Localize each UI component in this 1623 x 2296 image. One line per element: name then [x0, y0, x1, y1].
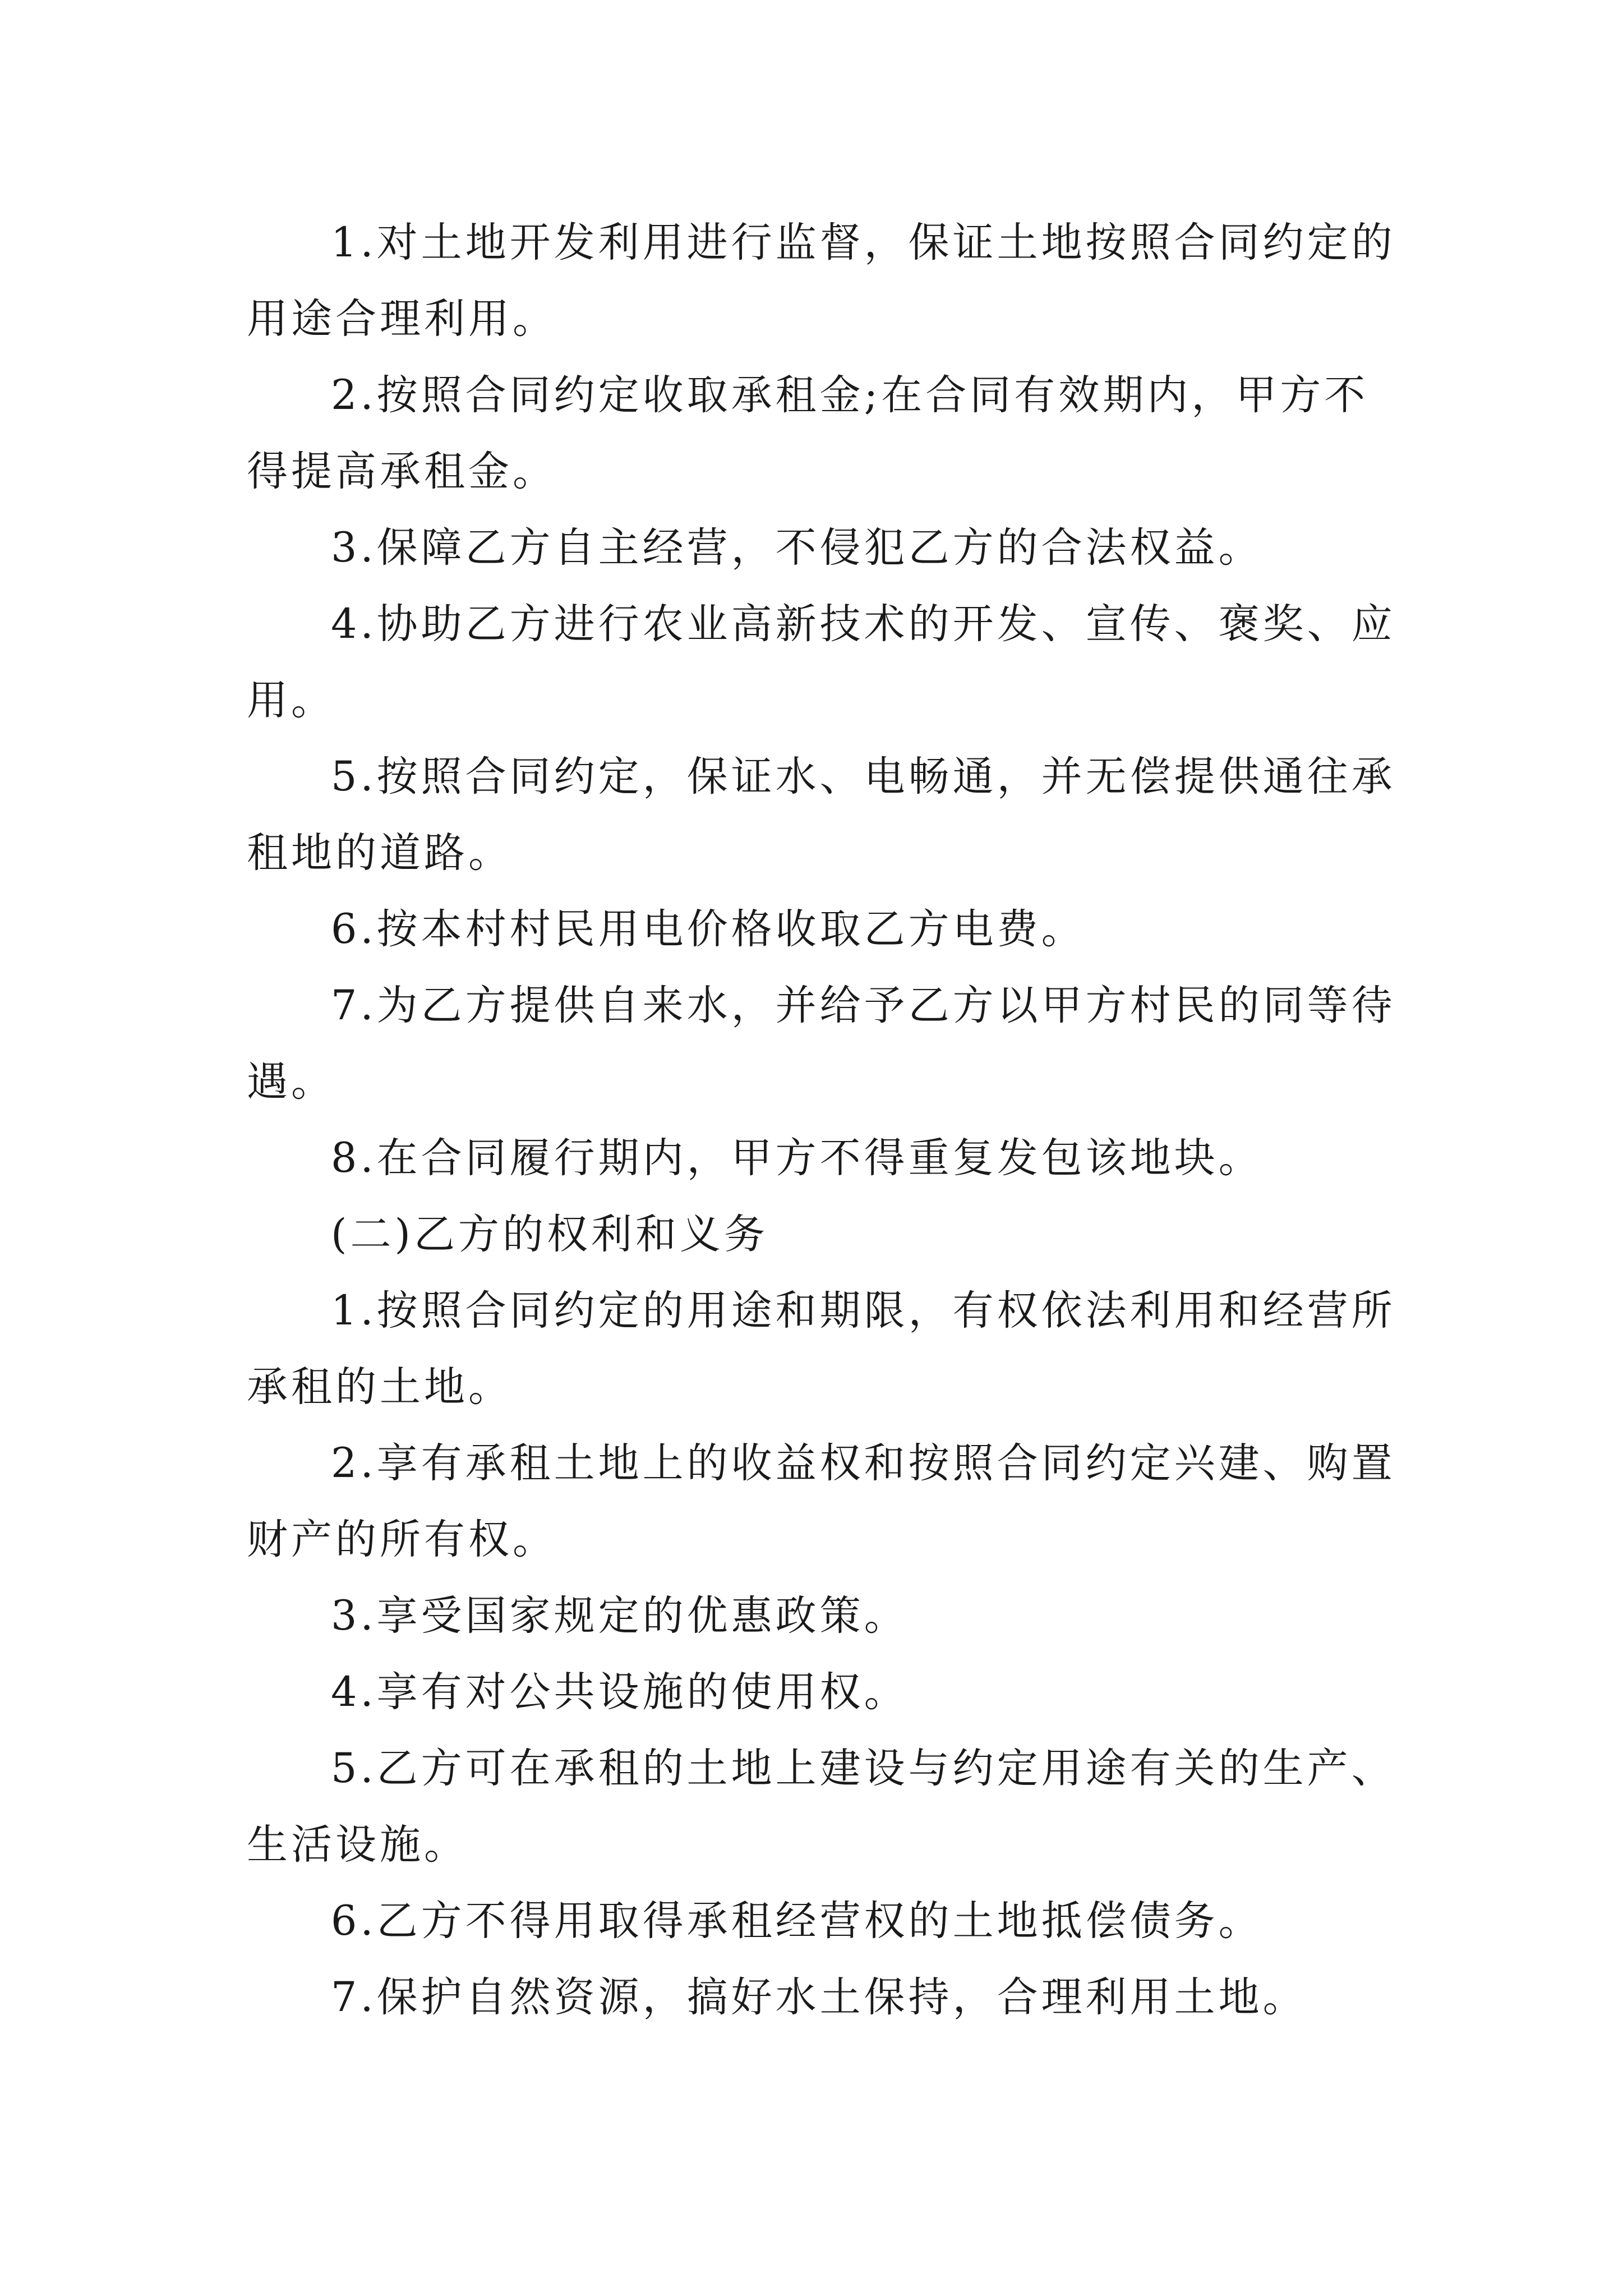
section-heading-party-b: (二)乙方的权利和义务	[331, 1211, 768, 1258]
paragraph-party-a-2: 2.按照合同约定收取承租金;在合同有效期内，甲方不得提高承租金。	[247, 371, 1369, 495]
document-body	[247, 205, 1402, 2036]
paragraph-party-b-3: 3.享受国家规定的优惠政策。	[331, 1592, 909, 1640]
paragraph-party-b-1: 1.按照合同约定的用途和期限，有权依法利用和经营所承租的土地。	[247, 1287, 1396, 1411]
paragraph-party-b-6: 6.乙方不得用取得承租经营权的土地抵偿债务。	[331, 1897, 1263, 1945]
paragraph-party-a-6: 6.按本村村民用电价格收取乙方电费。	[331, 905, 1086, 953]
paragraph-party-a-8: 8.在合同履行期内，甲方不得重复发包该地块。	[331, 1134, 1263, 1182]
paragraph-party-b-4: 4.享有对公共设施的使用权。	[331, 1668, 909, 1716]
paragraph-party-b-7: 7.保护自然资源，搞好水土保持，合理利用土地。	[331, 1973, 1307, 2021]
paragraph-party-a-5: 5.按照合同约定，保证水、电畅通，并无偿提供通往承租地的道路。	[247, 753, 1396, 877]
paragraph-party-a-7: 7.为乙方提供自来水，并给予乙方以甲方村民的同等待遇。	[247, 982, 1396, 1106]
paragraph-party-a-3: 3.保障乙方自主经营，不侵犯乙方的合法权益。	[331, 524, 1263, 572]
paragraph-party-b-2: 2.享有承租土地上的收益权和按照合同约定兴建、购置财产的所有权。	[247, 1439, 1396, 1563]
paragraph-party-a-4: 4.协助乙方进行农业高新技术的开发、宣传、褒奖、应用。	[247, 600, 1396, 724]
paragraph-party-b-5: 5.乙方可在承租的土地上建设与约定用途有关的生产、生活设施。	[247, 1745, 1396, 1869]
paragraph-party-a-1: 1.对土地开发利用进行监督，保证土地按照合同约定的用途合理利用。	[247, 219, 1396, 343]
